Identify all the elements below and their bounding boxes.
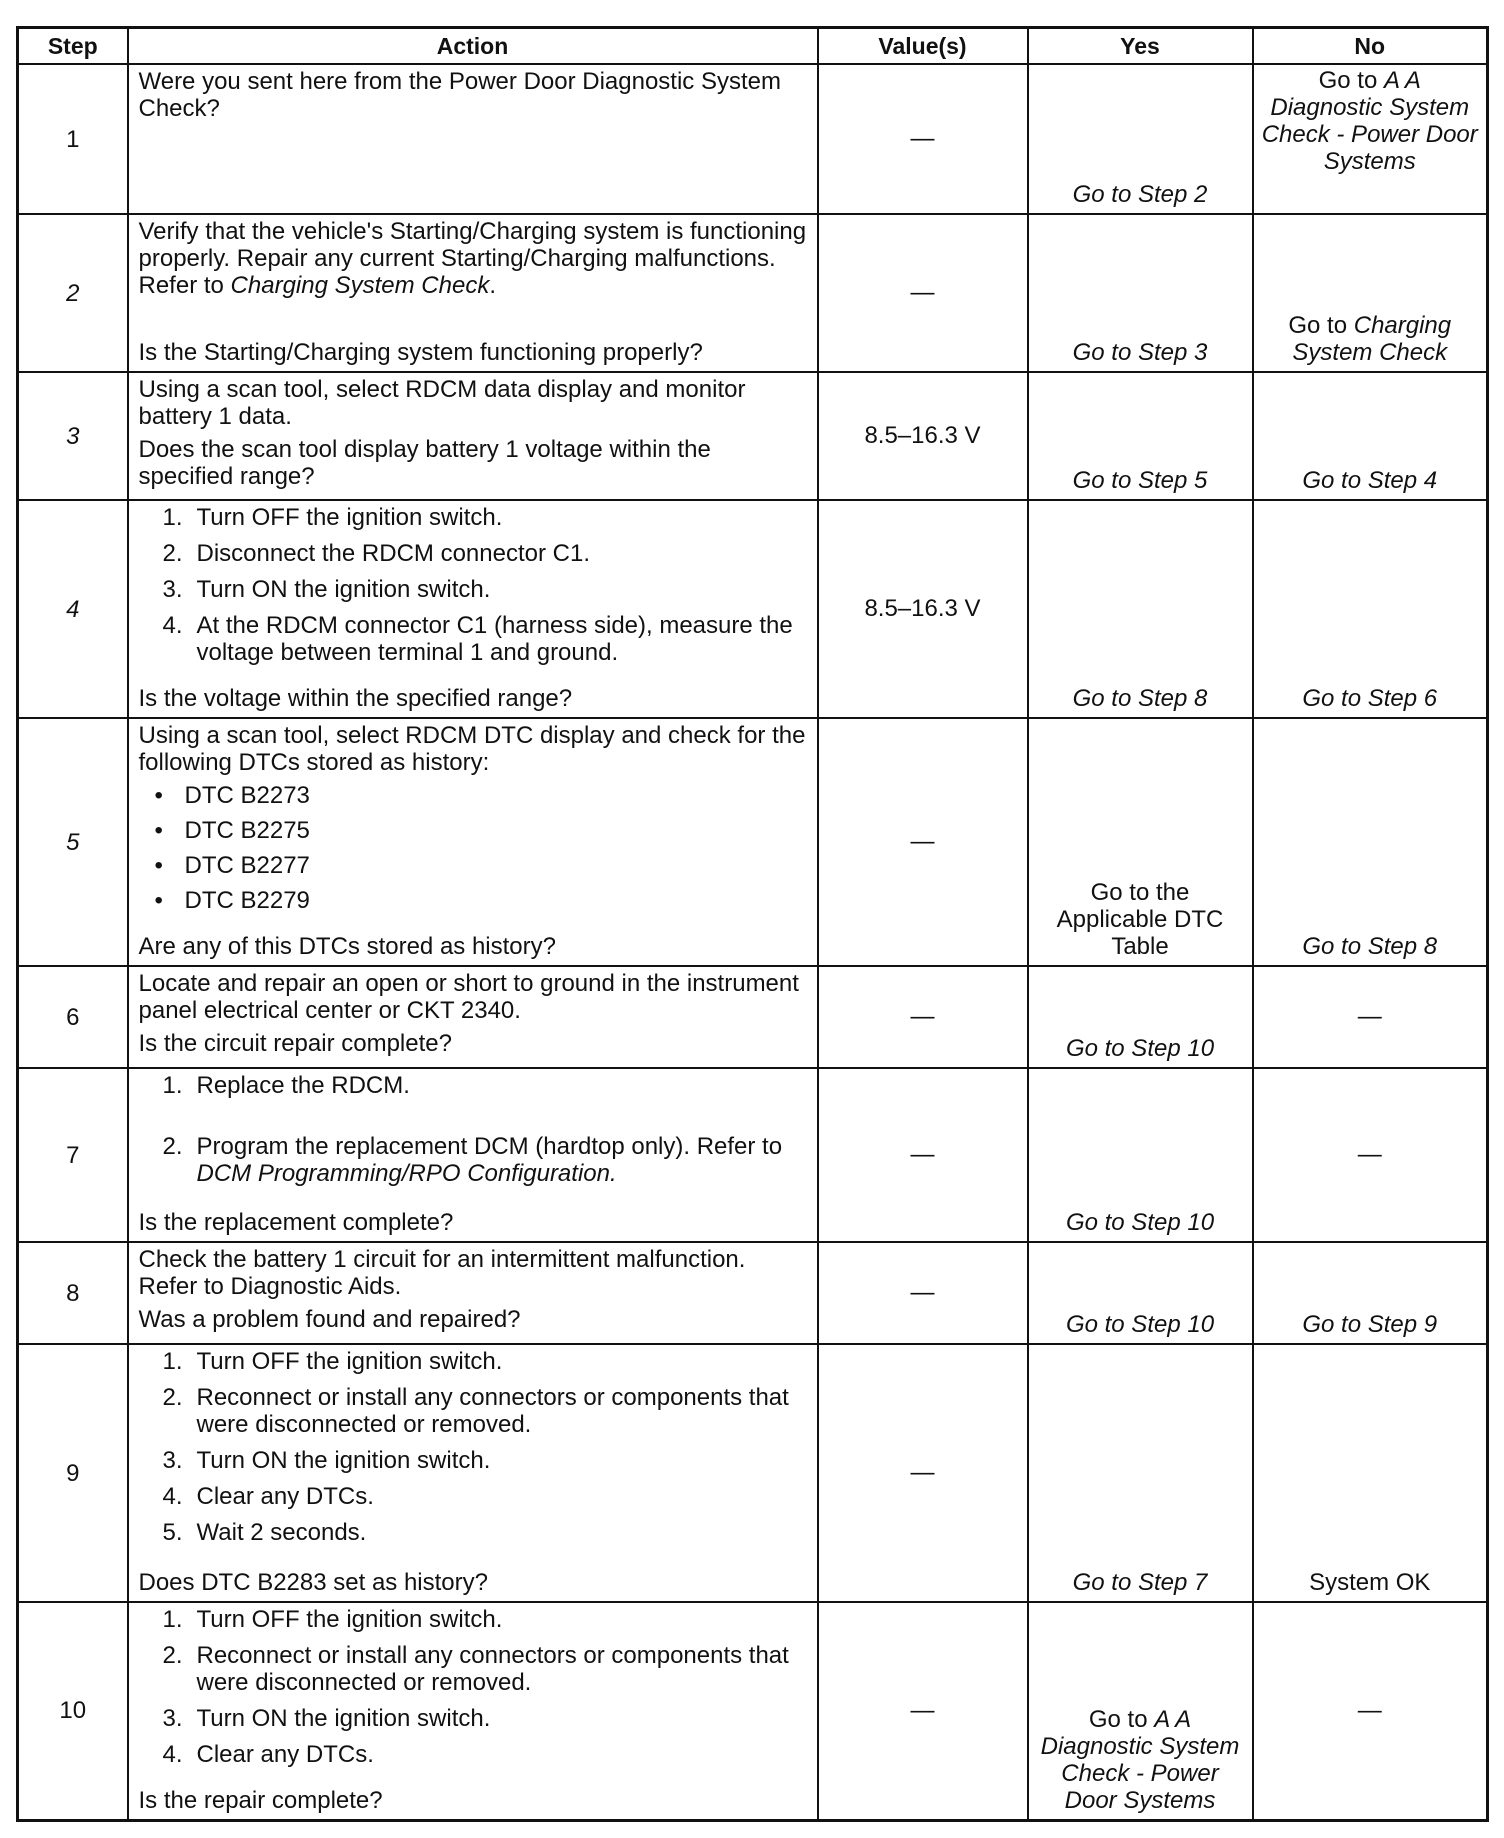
yes-cell: Go to Step 10 [1028,966,1253,1068]
table-row [18,214,1488,372]
header-values: Value(s) [818,28,1028,65]
header-no: No [1253,28,1488,65]
value-cell: — [818,966,1028,1068]
action-question: Is the voltage within the specified range? [138,685,573,712]
header-action: Action [128,28,818,65]
value-cell: — [818,64,1028,214]
yes-cell: Go to Step 7 [1028,1344,1253,1602]
action-cell [128,1602,818,1820]
table-row [18,500,1488,718]
list-item: 2. Disconnect the RDCM connector C1. [162,540,590,567]
value-cell: 8.5–16.3 V [818,372,1028,500]
yes-cell: Go to Step 3 [1028,214,1253,372]
action-cell [128,1242,818,1344]
step-number: 1 [18,64,128,214]
value-cell: 8.5–16.3 V [818,500,1028,718]
action-question: Are any of this DTCs stored as history? [138,933,556,960]
yes-cell: Go to A A Diagnostic System Check - Power Door Systems [1028,1602,1253,1820]
no-cell: System OK [1253,1344,1488,1602]
list-item: 2. Reconnect or install any connectors or components that were disconnected or removed. [162,1642,789,1696]
action-text: Locate and repair an open or short to ground in the instrument panel electrical center or CKT 2340. [138,970,799,1024]
no-cell-link: A A Diagnostic System Check - Power Door Systems [1261,67,1478,175]
value-cell: — [818,1602,1028,1820]
yes-cell: Go to the Applicable DTC Table [1028,718,1253,966]
list-item: 3. Turn ON the ignition switch. [162,1447,491,1474]
list-item: • DTC B2277 [154,852,310,879]
step-number: 10 [18,1602,128,1820]
yes-cell: Go to Step 10 [1028,1242,1253,1344]
value-cell: — [818,1344,1028,1602]
action-steps [139,504,807,675]
list-item: 2. Program the replacement DCM (hardtop only). Refer to DCM Programming/RPO Configuration. [162,1133,783,1187]
action-question: Does the scan tool display battery 1 voltage within the specified range? [138,436,711,490]
list-item: 4. At the RDCM connector C1 (harness side), measure the voltage between terminal 1 and ground. [162,612,793,666]
list-item: 1. Turn OFF the ignition switch. [162,504,503,531]
no-cell: Go to A A Diagnostic System Check - Power Door Systems [1253,64,1488,214]
list-item: 2. Reconnect or install any connectors or components that were disconnected or removed. [162,1384,789,1438]
value-cell: — [818,718,1028,966]
step-number: 3 [18,372,128,500]
action-question: Is the replacement complete? [138,1209,454,1236]
value-cell: — [818,1242,1028,1344]
table-row [18,1068,1488,1242]
yes-cell: Go to Step 8 [1028,500,1253,718]
table-row [18,372,1488,500]
table-row [18,1344,1488,1602]
action-cell [128,214,818,372]
diagnostic-page [16,26,1486,1822]
step-number: 4 [18,500,128,718]
list-item: 4. Clear any DTCs. [162,1741,374,1768]
list-item: • DTC B2279 [154,887,310,914]
yes-cell: Go to Step 10 [1028,1068,1253,1242]
value-cell: — [818,1068,1028,1242]
action-text: Using a scan tool, select RDCM DTC display and check for the following DTCs stored as history: [138,722,806,776]
diagnostic-table [16,26,1489,1822]
action-text: Using a scan tool, select RDCM data display and monitor battery 1 data. [138,376,746,430]
action-cell [128,372,818,500]
action-question: Is the circuit repair complete? [138,1030,452,1057]
action-cell [128,718,818,966]
action-question: Is the repair complete? [138,1787,383,1814]
list-item: 3. Turn ON the ignition switch. [162,1705,491,1732]
no-cell: Go to Charging System Check [1253,214,1488,372]
table-row [18,966,1488,1068]
header-row [18,28,1488,65]
table-row [18,64,1488,214]
list-item: • DTC B2273 [154,782,310,809]
action-steps [139,1606,807,1777]
action-question: Does DTC B2283 set as history? [138,1569,488,1596]
action-cell [128,1344,818,1602]
dtc-list [139,782,807,922]
action-text: Were you sent here from the Power Door Diagnostic System Check? [138,68,781,122]
no-cell: — [1253,1602,1488,1820]
list-item: 3. Turn ON the ignition switch. [162,576,491,603]
action-cell [128,1068,818,1242]
action-text: Verify that the vehicle's Starting/Charging system is functioning properly. Repair any current Starting/Charging malfunctions. Refer to Charging System Check. [138,218,807,299]
action-question: Was a problem found and repaired? [138,1306,521,1333]
no-cell: Go to Step 8 [1253,718,1488,966]
list-item: 1. Turn OFF the ignition switch. [162,1606,503,1633]
action-cell [128,64,818,214]
no-cell: — [1253,1068,1488,1242]
no-cell: Go to Step 9 [1253,1242,1488,1344]
table-row [18,1242,1488,1344]
step-number: 9 [18,1344,128,1602]
list-item: 5. Wait 2 seconds. [162,1519,367,1546]
yes-cell: Go to Step 5 [1028,372,1253,500]
no-cell: — [1253,966,1488,1068]
action-steps [139,1348,807,1555]
no-cell: Go to Step 6 [1253,500,1488,718]
action-question: Is the Starting/Charging system functioning properly? [138,339,703,366]
step-number: 6 [18,966,128,1068]
header-step: Step [18,28,128,65]
action-steps [139,1072,807,1196]
step-number: 7 [18,1068,128,1242]
header-yes: Yes [1028,28,1253,65]
list-item: • DTC B2275 [154,817,310,844]
list-item: 1. Turn OFF the ignition switch. [162,1348,503,1375]
table-row [18,718,1488,966]
no-cell: Go to Step 4 [1253,372,1488,500]
list-item: 1. Replace the RDCM. [162,1072,410,1099]
table-row [18,1602,1488,1820]
value-cell: — [818,214,1028,372]
action-cell [128,500,818,718]
action-text: Check the battery 1 circuit for an intermittent malfunction. Refer to Diagnostic Aids. [138,1246,746,1300]
step-number: 8 [18,1242,128,1344]
action-cell [128,966,818,1068]
list-item: 4. Clear any DTCs. [162,1483,374,1510]
yes-cell: Go to Step 2 [1028,64,1253,214]
step-number: 2 [18,214,128,372]
step-number: 5 [18,718,128,966]
